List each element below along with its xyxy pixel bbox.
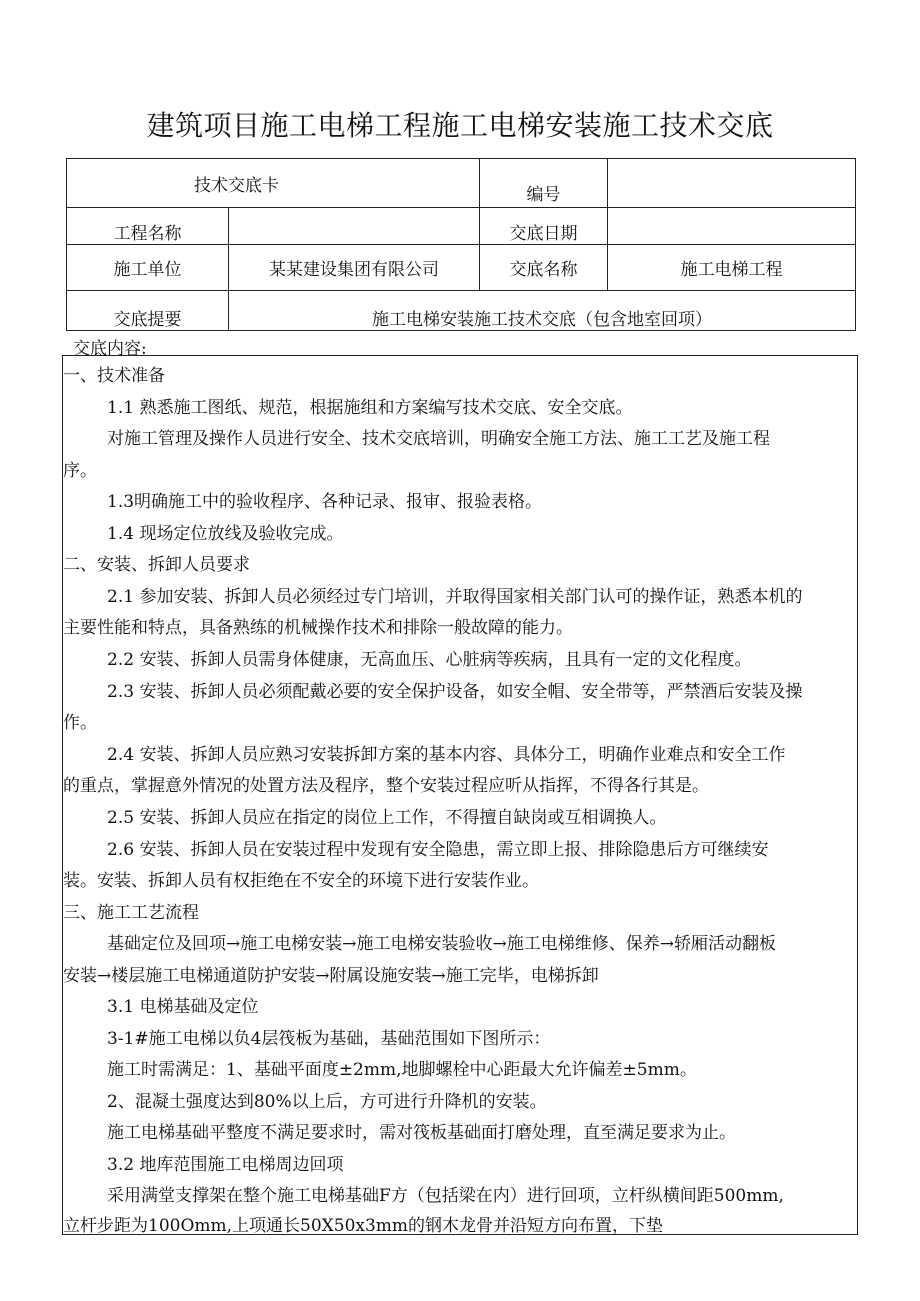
summary-value: 施工电梯安装施工技术交底（包含地室回项） bbox=[229, 291, 856, 331]
content-line: 施工电梯基础平整度不满足要求时，需对筏板基础面打磨处理，直至满足要求为止。 bbox=[107, 1123, 736, 1143]
date-value bbox=[608, 208, 856, 245]
content-line: 3.1 电梯基础及定位 bbox=[107, 997, 259, 1017]
content-line: 对施工管理及操作人员进行安全、技术交底培训，明确安全施工方法、施工工艺及施工程 bbox=[107, 429, 770, 449]
project-name-label: 工程名称 bbox=[67, 208, 229, 245]
disclosure-name-label: 交底名称 bbox=[480, 245, 608, 291]
content-line: 采用满堂支撑架在整个施工电梯基础F方（包括梁在内）进行回项，立杆纵横间距500mm, bbox=[107, 1186, 784, 1206]
content-line: 1.1 熟悉施工图纸、规范，根据施组和方案编写技术交底、安全交底。 bbox=[107, 398, 633, 418]
document-title: 建筑项目施工电梯工程施工电梯安装施工技术交底 bbox=[146, 109, 774, 142]
section-heading: 一、技术准备 bbox=[63, 366, 165, 386]
date-label: 交底日期 bbox=[480, 208, 608, 245]
card-heading: 技术交底卡 bbox=[67, 159, 480, 208]
unit-label: 施工单位 bbox=[67, 245, 229, 291]
section-heading: 二、安装、拆卸人员要求 bbox=[63, 555, 250, 575]
disclosure-name-value: 施工电梯工程 bbox=[608, 245, 856, 291]
content-line: 施工时需满足：1、基础平面度±2mm,地脚螺栓中心距最大允许偏差±5mm。 bbox=[107, 1060, 697, 1080]
content-line: 作。 bbox=[63, 713, 97, 733]
content-line: 主要性能和特点，具备熟练的机械操作技术和排除一般故障的能力。 bbox=[63, 618, 573, 638]
number-value bbox=[608, 159, 856, 208]
content-line: 的重点，掌握意外情况的处置方法及程序，整个安装过程应听从指挥，不得各行其是。 bbox=[63, 776, 709, 796]
content-line: 序。 bbox=[63, 461, 97, 481]
content-label: 交底内容: bbox=[73, 339, 147, 359]
content-line: 2、混凝土强度达到80%以上后，方可进行升降机的安装。 bbox=[107, 1092, 547, 1112]
content-line: 基础定位及回项→施工电梯安装→施工电梯安装验收→施工电梯维修、保养→轿厢活动翻板 bbox=[107, 934, 776, 954]
content-line: 安装→楼层施工电梯通道防护安装→附属设施安装→施工完毕，电梯拆卸 bbox=[63, 966, 599, 986]
content-line: 3.2 地库范围施工电梯周边回项 bbox=[107, 1155, 344, 1175]
project-name-value bbox=[229, 208, 480, 245]
content-line: 2.5 安装、拆卸人员应在指定的岗位上工作，不得擅自缺岗或互相调换人。 bbox=[107, 808, 667, 828]
disclosure-card-table bbox=[66, 158, 856, 331]
number-label: 编号 bbox=[480, 159, 608, 208]
content-line: 3-1#施工电梯以负4层筏板为基础，基础范围如下图所示： bbox=[107, 1029, 551, 1049]
content-line: 2.3 安装、拆卸人员必须配戴必要的安全保护设备，如安全帽、安全带等，严禁酒后安装及操 bbox=[107, 682, 803, 702]
content-line: 立杆步距为100Omm,上项通长50X50x3mm的钢木龙骨并沿短方向布置，下垫 bbox=[63, 1216, 664, 1236]
summary-label: 交底提要 bbox=[67, 291, 229, 331]
content-line: 装。安装、拆卸人员有权拒绝在不安全的环境下进行安装作业。 bbox=[63, 871, 539, 891]
content-box bbox=[62, 355, 858, 1235]
content-line: 2.2 安装、拆卸人员需身体健康，无高血压、心脏病等疾病，且具有一定的文化程度。 bbox=[107, 650, 752, 670]
section-heading: 三、施工工艺流程 bbox=[63, 903, 199, 923]
content-line: 2.4 安装、拆卸人员应熟习安装拆卸方案的基本内容、具体分工，明确作业难点和安全工作 bbox=[107, 745, 786, 765]
content-line: 1.3明确施工中的验收程序、各种记录、报审、报验表格。 bbox=[107, 492, 543, 512]
content-line: 1.4 现场定位放线及验收完成。 bbox=[107, 524, 344, 544]
unit-value: 某某建设集团有限公司 bbox=[229, 245, 480, 291]
content-line: 2.6 安装、拆卸人员在安装过程中发现有安全隐患，需立即上报、排除隐患后方可继续安 bbox=[107, 840, 769, 860]
content-line: 2.1 参加安装、拆卸人员必须经过专门培训，并取得国家相关部门认可的操作证，熟悉本机的 bbox=[107, 587, 803, 607]
